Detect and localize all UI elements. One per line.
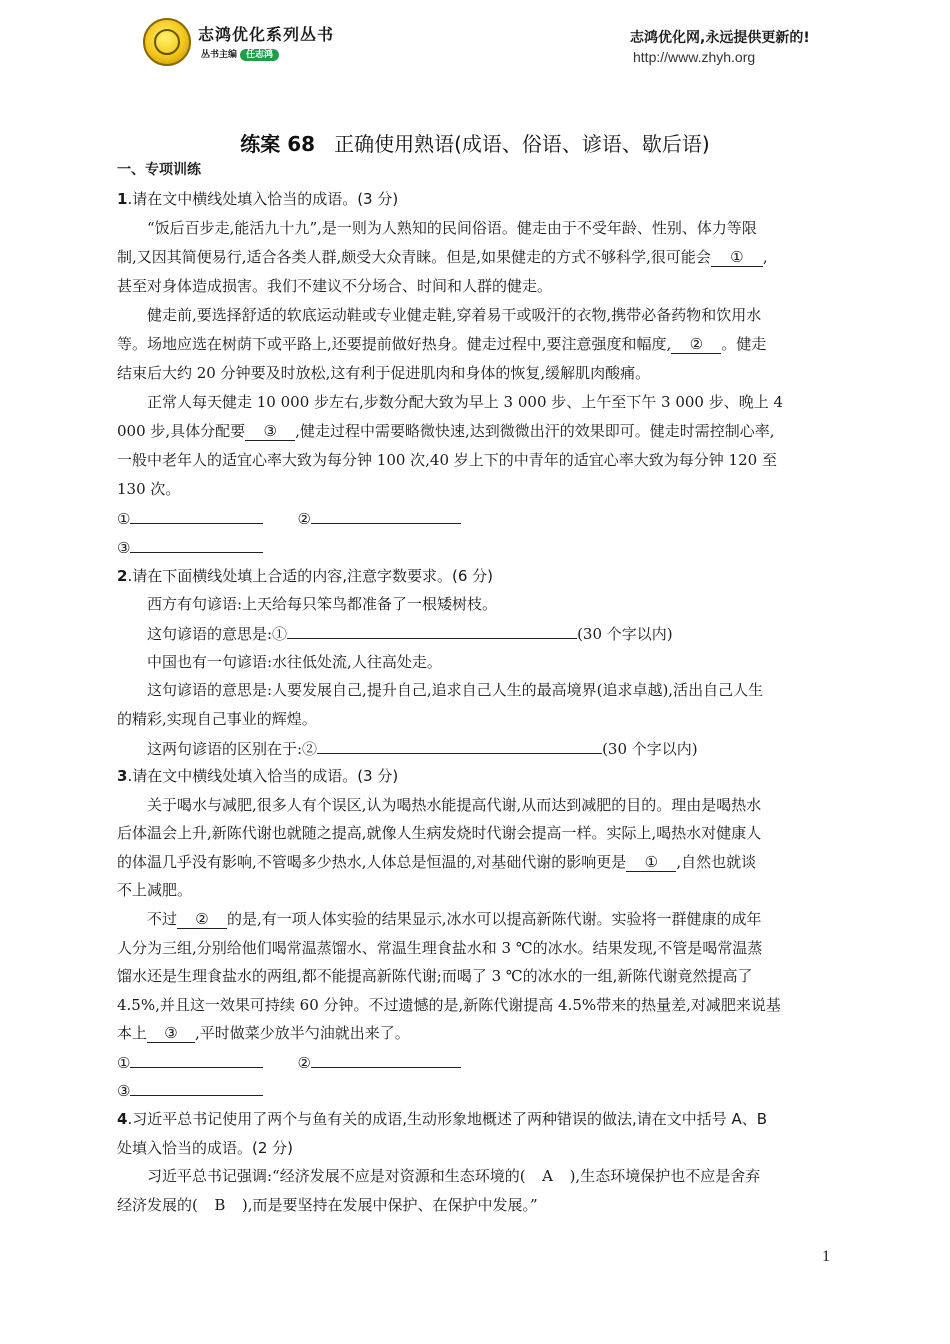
q1-prompt: 1.请在文中横线处填入恰当的成语。(3 分)	[117, 190, 399, 208]
q1-line: 健走前,要选择舒适的软底运动鞋或专业健走鞋,穿着易干或吸汗的衣物,携带必备药物和饮用水	[147, 306, 762, 324]
answer-blank[interactable]	[311, 508, 461, 524]
q1-line: “饭后百步走,能活九十九”,是一则为人熟知的民间俗语。健走由于不受年龄、性别、体力等限	[147, 219, 757, 237]
page-number: 1	[822, 1248, 830, 1265]
q1-line: 一般中老年人的适宜心率大致为每分钟 100 次,40 岁上下的中青年的适宜心率大致为每分钟 120 至	[117, 451, 777, 469]
q1-mark-3: ③	[245, 422, 295, 441]
site-slogan: 志鸿优化网,永远提供更新的!	[630, 30, 810, 46]
series-title: 志鸿优化系列丛书	[198, 25, 335, 44]
q3-line: 不上减肥。	[117, 881, 193, 899]
q2-line: 这两句谚语的区别在于:② (30 个字以内)	[147, 740, 698, 758]
q3-answer-row: ③	[117, 1080, 837, 1101]
q2-line: 西方有句谚语:上天给每只笨鸟都准备了一根矮树枝。	[147, 595, 498, 613]
q3-mark-1: ①	[626, 853, 676, 872]
answer-blank[interactable]	[130, 1052, 263, 1068]
q1-line: 甚至对身体造成损害。我们不建议不分场合、时间和人群的健走。	[117, 277, 553, 295]
q2-line: 这句谚语的意思是:① (30 个字以内)	[147, 625, 673, 643]
answer-blank[interactable]	[130, 537, 263, 553]
q1-answer-row: ① ②	[117, 508, 837, 529]
q1-line: 制,又因其简便易行,适合各类人群,颇受大众青睐。但是,如果健走的方式不够科学,很可能会 ① ,	[117, 248, 768, 266]
q4-line: 习近平总书记强调:“经济发展不应是对资源和生态环境的( A ),生态环境保护也不应是舍弃	[147, 1167, 761, 1185]
q3-line: 人分为三组,分别给他们喝常温蒸馏水、常温生理食盐水和 3 ℃的冰水。结果发现,不管是喝常温蒸	[117, 939, 763, 957]
q3-mark-3: ③	[147, 1024, 195, 1043]
answer-blank[interactable]	[130, 508, 263, 524]
q2-line: 的精彩,实现自己事业的辉煌。	[117, 710, 317, 728]
q1-mark-1: ①	[711, 248, 763, 267]
q3-line: 馏水还是生理食盐水的两组,都不能提高新陈代谢;而喝了 3 ℃的冰水的一组,新陈代谢竟然提高了	[117, 967, 753, 985]
q3-line: 不过 ② 的是,有一项人体实验的结果显示,冰水可以提高新陈代谢。实验将一群健康的成年	[147, 910, 762, 928]
q3-line: 4.5%,并且这一效果可持续 60 分钟。不过遗憾的是,新陈代谢提高 4.5%带来的热量差,对减肥来说基	[117, 996, 781, 1014]
q2-line: 这句谚语的意思是:人要发展自己,提升自己,追求自己人生的最高境界(追求卓越),活出自己人生	[147, 681, 764, 699]
q3-line: 关于喝水与减肥,很多人有个误区,认为喝热水能提高代谢,从而达到减肥的目的。理由是喝热水	[147, 796, 762, 814]
answer-blank[interactable]	[130, 1080, 263, 1096]
q1-line: 130 次。	[117, 480, 181, 498]
title-prefix: 练案 68	[240, 132, 316, 156]
q1-line: 正常人每天健走 10 000 步左右,步数分配大致为早上 3 000 步、上午至下午 3 000 步、晚上 4	[147, 393, 784, 411]
page-title	[0, 128, 950, 157]
q1-answer-row: ③	[117, 537, 837, 558]
editor-name: 任志鸿	[240, 49, 279, 61]
q2-line: 中国也有一句谚语:水往低处流,人往高处走。	[147, 653, 442, 671]
q3-line: 的体温几乎没有影响,不管喝多少热水,人体总是恒温的,对基础代谢的影响更是 ① ,自然也就谈	[117, 853, 757, 871]
q1-mark-2: ②	[671, 335, 721, 354]
answer-blank[interactable]	[311, 1052, 461, 1068]
q3-mark-2: ②	[177, 910, 227, 929]
q3-answer-row: ① ②	[117, 1052, 837, 1073]
q3-prompt: 3.请在文中横线处填入恰当的成语。(3 分)	[117, 767, 399, 785]
site-url[interactable]: http://www.zhyh.org	[633, 49, 756, 65]
q2-prompt: 2.请在下面横线处填上合适的内容,注意字数要求。(6 分)	[117, 567, 493, 585]
q1-line: 等。场地应选在树荫下或平路上,还要提前做好热身。健走过程中,要注意强度和幅度, ② 。健走	[117, 335, 767, 353]
publisher-logo-icon	[143, 18, 191, 66]
title-main: 正确使用熟语(成语、俗语、谚语、歇后语)	[334, 132, 710, 156]
q1-line: 000 步,具体分配要 ③ ,健走过程中需要略微快速,达到微微出汗的效果即可。健走时需控制心率,	[117, 422, 775, 440]
q1-line: 结束后大约 20 分钟要及时放松,这有利于促进肌肉和身体的恢复,缓解肌肉酸痛。	[117, 364, 651, 382]
editor-line	[198, 47, 279, 60]
section-heading: 一、专项训练	[117, 162, 201, 178]
q4-prompt: 4.习近平总书记使用了两个与鱼有关的成语,生动形象地概述了两种错误的做法,请在文中括号 A、B	[117, 1110, 768, 1128]
answer-blank[interactable]	[317, 738, 602, 754]
q4-line: 经济发展的( B ),而是要坚持在发展中保护、在保护中发展。”	[117, 1196, 538, 1214]
page-header	[0, 0, 950, 80]
q3-line: 后体温会上升,新陈代谢也就随之提高,就像人生病发烧时代谢会提高一样。实际上,喝热水对健康人	[117, 824, 762, 842]
q3-line: 本上 ③ ,平时做菜少放半勺油就出来了。	[117, 1024, 410, 1042]
q4-mark-b: B	[214, 1196, 226, 1214]
q4-prompt-cont: 处填入恰当的成语。(2 分)	[117, 1139, 294, 1157]
editor-label: 丛书主编	[201, 50, 238, 60]
q4-mark-a: A	[542, 1167, 553, 1185]
answer-blank[interactable]	[287, 623, 577, 639]
